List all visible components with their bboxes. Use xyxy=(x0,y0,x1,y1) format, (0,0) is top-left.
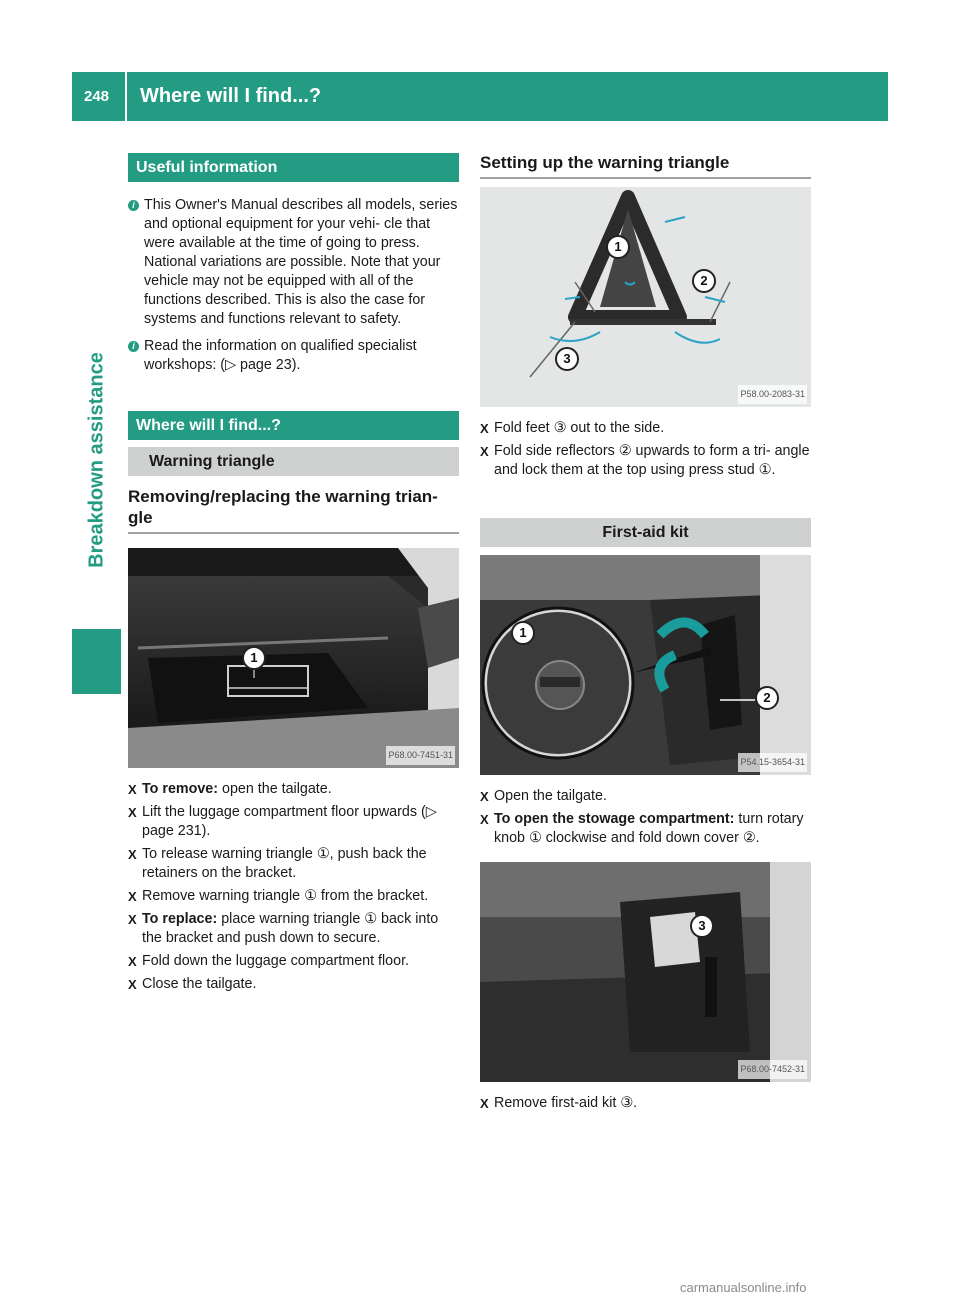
kit-illustration xyxy=(480,862,811,1082)
section-sidebar xyxy=(72,120,121,700)
step-item: X Fold side reflectors ② upwards to form a tri- angle and lock them at the top using press stud ①. xyxy=(480,443,810,478)
useful-info-heading: Useful information xyxy=(128,153,459,182)
triangle-illustration xyxy=(480,187,811,407)
step-item: X To replace: place warning triangle ① back into the bracket and push down to secure. xyxy=(128,911,439,946)
info-icon: i xyxy=(128,200,139,211)
first-aid-heading: First-aid kit xyxy=(480,518,811,547)
figure-code: P54.15-3654-31 xyxy=(738,753,807,772)
callout-1: 1 xyxy=(242,646,266,670)
step-item: X Close the tailgate. xyxy=(128,976,257,992)
setup-steps xyxy=(480,419,811,480)
info-text-2: Read the information on qualified specialist workshops: (▷ page 23). xyxy=(144,338,417,373)
info-icon: i xyxy=(128,341,139,352)
first-aid-kit-figure xyxy=(480,862,811,1082)
first-aid-steps xyxy=(480,787,811,848)
page-header xyxy=(72,72,888,121)
step-item: X Lift the luggage compartment floor upwards (▷ page 231). xyxy=(128,804,437,839)
watermark: carmanualsonline.info xyxy=(680,1280,807,1295)
step-item: X To open the stowage compartment: turn rotary knob ① clockwise and fold down cover ②. xyxy=(480,811,804,846)
info-text-1: This Owner's Manual describes all models, series and optional equipment for your vehi- cle that were available at the time of going to press. National variations are possible. Note that your vehicle may not be equipped with all of the functions described. This is also the case for systems and functions relevant to safety. xyxy=(144,197,458,327)
callout-2: 2 xyxy=(755,686,779,710)
warning-triangle-heading: Warning triangle xyxy=(128,447,459,476)
callout-2: 2 xyxy=(692,269,716,293)
callout-3: 3 xyxy=(690,914,714,938)
final-steps xyxy=(480,1094,811,1113)
step-item: X Open the tailgate. xyxy=(480,788,607,804)
step-item: X Fold feet ③ out to the side. xyxy=(480,420,665,436)
warning-triangle-setup-figure xyxy=(480,187,811,407)
figure-code: P68.00-7452-31 xyxy=(738,1060,807,1079)
info-paragraph-1 xyxy=(128,196,459,329)
where-heading: Where will I find...? xyxy=(128,411,459,440)
left-column xyxy=(128,150,459,998)
step-item: X To remove: open the tailgate. xyxy=(128,781,332,797)
removing-subheading: Removing/replacing the warning trian- gle xyxy=(128,486,459,534)
info-paragraph-2 xyxy=(128,337,459,375)
callout-1: 1 xyxy=(511,621,535,645)
step-item: X To release warning triangle ①, push back the retainers on the bracket. xyxy=(128,846,427,881)
step-item: X Remove first-aid kit ③. xyxy=(480,1095,638,1111)
first-aid-compartment-figure xyxy=(480,555,811,775)
trunk-illustration xyxy=(128,548,459,768)
figure-code: P68.00-7451-31 xyxy=(386,746,455,765)
step-item: X Remove warning triangle ① from the bracket. xyxy=(128,888,429,904)
right-column xyxy=(480,150,811,1117)
page-title: Where will I find...? xyxy=(140,85,322,107)
setup-subheading: Setting up the warning triangle xyxy=(480,152,811,179)
trunk-warning-triangle-figure xyxy=(128,548,459,768)
callout-3: 3 xyxy=(555,347,579,371)
section-tab-marker xyxy=(72,629,121,694)
section-label: Breakdown assistance xyxy=(85,352,107,568)
callout-1: 1 xyxy=(606,235,630,259)
page-number: 248 xyxy=(72,72,127,121)
step-item: X Fold down the luggage compartment floor. xyxy=(128,953,410,969)
figure-code: P58.00-2083-31 xyxy=(738,385,807,404)
compartment-illustration xyxy=(480,555,811,775)
removing-steps xyxy=(128,780,459,994)
